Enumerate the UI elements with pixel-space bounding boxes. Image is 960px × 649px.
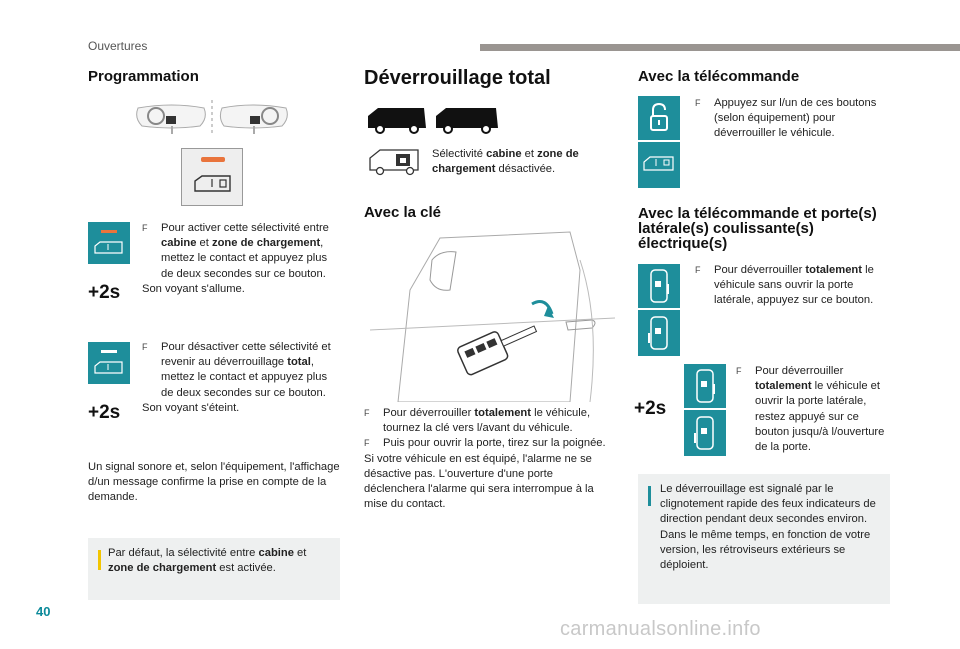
watermark: carmanualsonline.info — [560, 618, 761, 640]
unlock-signal-note: Le déverrouillage est signalé par le clignotement rapide des feux indicateurs de direction pendant deux secondes environ. Dans le même temps, en fonction de votre version, les rétroviseurs extérieurs se déploient. — [638, 474, 890, 604]
interior-mirror-illustration — [132, 98, 292, 138]
van-top-side-door-icon — [638, 310, 680, 356]
signal-paragraph: Un signal sonore et, selon l'équipement, l'affichage d/un message confirme la prise en compte de la demande. — [88, 461, 340, 504]
with-key-title: Avec la clé — [364, 204, 441, 221]
with-remote-title: Avec la télécommande — [638, 68, 800, 85]
info-icon — [98, 550, 101, 570]
selectivity-button-illustration — [181, 148, 243, 206]
page-number: 40 — [36, 604, 51, 619]
door-key-illustration — [370, 230, 615, 402]
van-top-unlock-icon — [684, 364, 726, 408]
header-bar — [480, 44, 960, 51]
unlock-open-door-instruction: F Pour déverrouiller totalement le véhicule et ouvrir la porte latérale, restez appuyé sur ce bouton jusqu/à l/ouverture de la porte. — [736, 365, 885, 454]
remote-instruction: F Appuyez sur l/un de ces boutons (selon équipement) pour déverrouiller le véhicule. — [695, 97, 877, 140]
unlock-total-title: Déverrouillage total — [364, 67, 551, 89]
button-off-icon — [88, 342, 130, 384]
padlock-open-icon — [638, 96, 680, 140]
indicator-lamp-icon — [201, 157, 225, 162]
vans-illustration — [364, 104, 504, 134]
section-label: Ouvertures — [88, 39, 148, 53]
van-lock-icon — [192, 173, 234, 195]
van-unlock-icon — [638, 142, 680, 188]
programmation-title: Programmation — [88, 68, 199, 85]
van-outline-icon — [366, 146, 422, 176]
button-on-icon — [88, 222, 130, 264]
remote-sliding-door-title: Avec la télécommande et porte(s) latérale(s) coulissante(s) électrique(s) — [638, 205, 877, 252]
two-seconds-badge: +2s — [88, 282, 121, 303]
key-instructions: F Pour déverrouiller totalement le véhicule, tournez la clé vers l/avant du véhicule. F Puis pour ouvrir la porte, tirez sur la poignée. Si votre véhicule en est équipé, l'alarme ne se désactive pas. L'ouverture d'une porte déclenchera l'alarme qui sera interrompue à la mise du contact. — [364, 407, 606, 511]
deactivate-instruction: F Pour désactiver cette sélectivité et revenir au déverrouillage total, mettez le contact et appuyez plus de deux secondes sur ce bouton. Son voyant s'éteint. — [142, 341, 331, 414]
info-icon — [648, 486, 651, 506]
default-note: Par défaut, la sélectivité entre cabine et zone de chargement est activée. — [88, 538, 340, 600]
van-top-unlock-icon — [638, 264, 680, 308]
unlock-no-door-instruction: F Pour déverrouiller totalement le véhicule sans ouvrir la porte latérale, appuyez sur ce bouton. — [695, 264, 874, 307]
two-seconds-badge: +2s — [88, 402, 121, 423]
activate-instruction: F Pour activer cette sélectivité entre cabine et zone de chargement, mettez le contact et appuyez plus de deux secondes sur ce bouton. Son voyant s'allume. — [142, 222, 329, 295]
two-seconds-badge: +2s — [634, 398, 667, 419]
selectivity-disabled-text: Sélectivité cabine et zone de chargement désactivée. — [432, 148, 579, 176]
van-top-side-door-icon — [684, 410, 726, 456]
